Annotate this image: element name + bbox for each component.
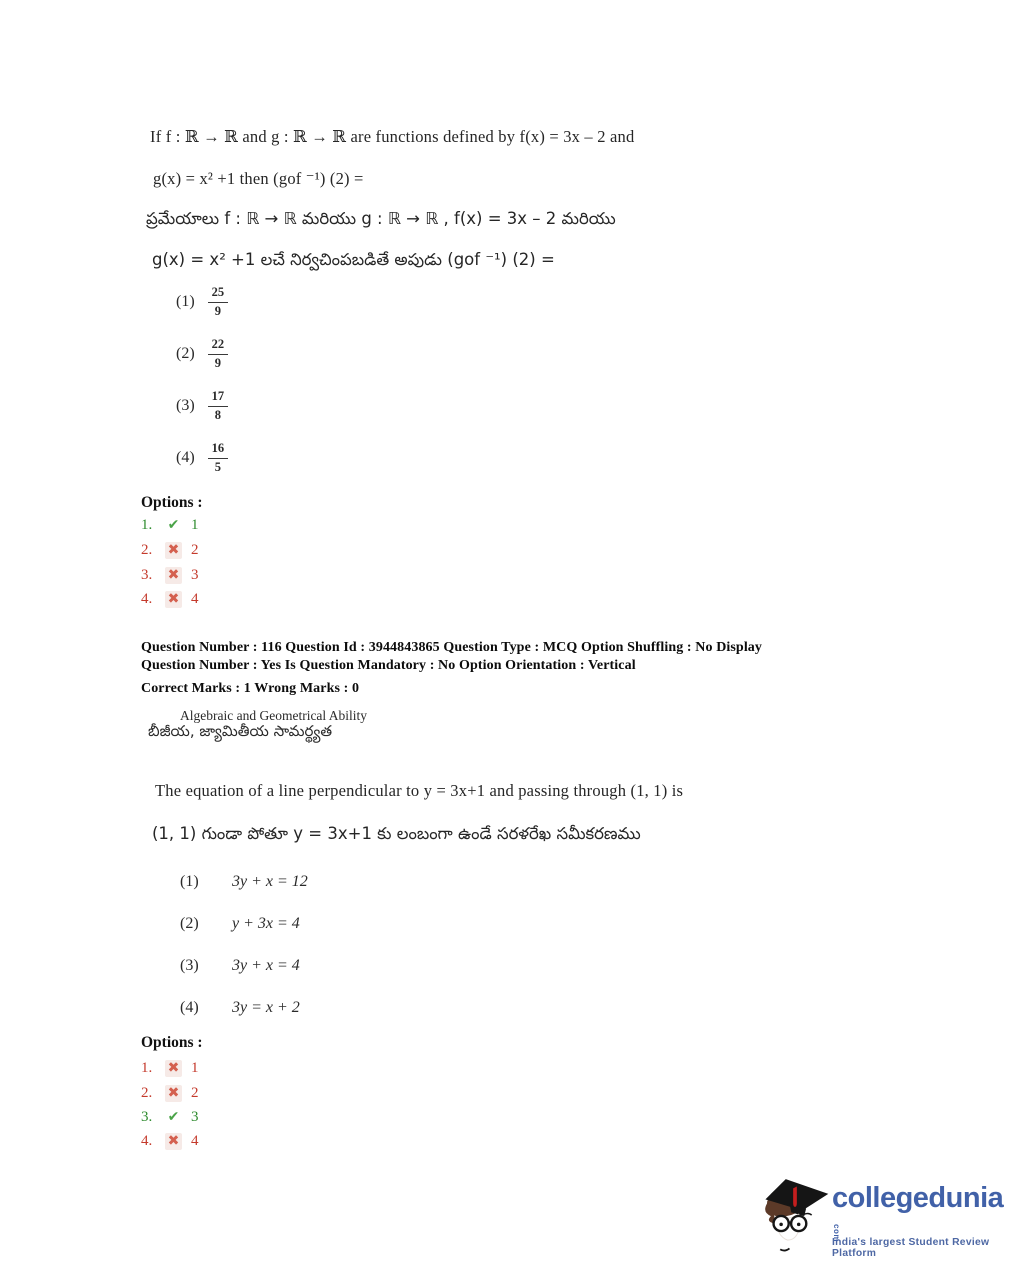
option-equation: 3y + x = 12: [232, 873, 308, 890]
option-equation: 3y = x + 2: [232, 999, 300, 1016]
answer-value: 4: [191, 590, 199, 607]
fraction-numerator: 25: [208, 285, 229, 303]
option-equation: 3y + x = 4: [232, 957, 300, 974]
answer-number: 2.: [141, 1084, 153, 1101]
option-label: (4): [176, 449, 195, 467]
answer-number: 4.: [141, 1132, 153, 1149]
answer-value: 1: [191, 1059, 199, 1076]
fraction-numerator: 17: [208, 389, 229, 407]
answer-row-3: [141, 1107, 199, 1127]
question-metadata-line2: Question Number : Yes Is Question Mandatory : No Option Orientation : Vertical: [141, 658, 636, 673]
question2-telugu: (1, 1) గుండా పోతూ y = 3x+1 కు లంబంగా ఉండే సరళరేఖ సమీకరణము: [152, 824, 641, 843]
fraction: [208, 337, 229, 371]
cross-icon: ✖: [165, 542, 182, 559]
fraction-numerator: 16: [208, 441, 229, 459]
answer-number: 2.: [141, 541, 153, 558]
option-label: (2): [176, 345, 195, 363]
option-label: (3): [180, 957, 199, 974]
fraction-denominator: 9: [214, 303, 222, 318]
question2-option-3: [180, 957, 300, 975]
brand-name: collegedunia: [832, 1182, 1004, 1214]
answer-value: 3: [191, 1108, 199, 1125]
answer-row-2: [141, 1083, 199, 1103]
question1-option-4: [176, 441, 228, 475]
answer-row-1: [141, 1058, 199, 1078]
option-label: (3): [176, 397, 195, 415]
fraction-denominator: 9: [214, 355, 222, 370]
answer-number: 3.: [141, 566, 153, 583]
section-title-telugu: బీజీయ, జ్యామితీయ సామర్థ్యత: [148, 722, 333, 740]
answer-key-heading: Options :: [141, 1034, 203, 1051]
check-icon: ✔: [167, 1109, 180, 1125]
check-icon: ✔: [167, 517, 180, 533]
answer-row-4: [141, 1131, 199, 1151]
question1-option-2: [176, 337, 228, 371]
question2-option-2: [180, 915, 300, 933]
answer-number: 3.: [141, 1108, 153, 1125]
fraction-numerator: 22: [208, 337, 229, 355]
question2-english: The equation of a line perpendicular to y = 3x+1 and passing through (1, 1) is: [155, 781, 684, 800]
logo-text-block: [832, 1184, 1014, 1259]
answer-row-1: [141, 515, 199, 535]
question1-telugu-line2: g(x) = x² +1 లచే నిర్వచింపబడితే అపుడు (gof ⁻¹) (2) =: [152, 250, 555, 269]
answer-row-2: [141, 540, 199, 560]
option-label: (1): [176, 293, 195, 311]
question-metadata-line1: Question Number : 116 Question Id : 3944843865 Question Type : MCQ Option Shuffling : No Display: [141, 640, 763, 655]
fraction: [208, 285, 229, 319]
option-label: (2): [180, 915, 199, 932]
answer-value: 3: [191, 566, 199, 583]
question1-telugu-line1: ప్రమేయాలు f : ℝ → ℝ మరియు g : ℝ → ℝ , f(x) = 3x – 2 మరియు: [146, 209, 616, 228]
cross-icon: ✖: [165, 1133, 182, 1150]
fraction-denominator: 5: [214, 459, 222, 474]
question2-option-4: [180, 999, 300, 1017]
option-label: (1): [180, 873, 199, 890]
option-label: (4): [180, 999, 199, 1016]
cross-icon: ✖: [165, 591, 182, 608]
answer-value: 1: [191, 516, 199, 533]
brand-suffix: com: [832, 1224, 841, 1242]
fraction: [208, 389, 229, 423]
answer-value: 4: [191, 1132, 199, 1149]
question1-english-line1: If f : ℝ → ℝ and g : ℝ → ℝ are functions defined by f(x) = 3x – 2 and: [150, 127, 635, 146]
question1-option-1: [176, 285, 228, 319]
question1-english-line2: g(x) = x² +1 then (gof ⁻¹) (2) =: [153, 169, 364, 188]
question-metadata-line3: Correct Marks : 1 Wrong Marks : 0: [141, 681, 360, 696]
answer-number: 1.: [141, 516, 153, 533]
section-title-english: Algebraic and Geometrical Ability: [180, 708, 368, 723]
fraction-denominator: 8: [214, 407, 222, 422]
question2-option-1: [180, 873, 308, 891]
graduate-mascot-icon: [758, 1174, 832, 1260]
answer-number: 1.: [141, 1059, 153, 1076]
brand-tagline: India's largest Student Review Platform: [832, 1237, 990, 1259]
answer-row-4: [141, 589, 199, 609]
answer-key-heading: Options :: [141, 494, 203, 511]
cross-icon: ✖: [165, 1085, 182, 1102]
answer-row-3: [141, 565, 199, 585]
option-equation: y + 3x = 4: [232, 915, 300, 932]
question1-option-3: [176, 389, 228, 423]
cross-icon: ✖: [165, 567, 182, 584]
fraction: [208, 441, 229, 475]
collegedunia-logo: [758, 1170, 1014, 1275]
answer-value: 2: [191, 1084, 199, 1101]
answer-number: 4.: [141, 590, 153, 607]
answer-value: 2: [191, 541, 199, 558]
cross-icon: ✖: [165, 1060, 182, 1077]
